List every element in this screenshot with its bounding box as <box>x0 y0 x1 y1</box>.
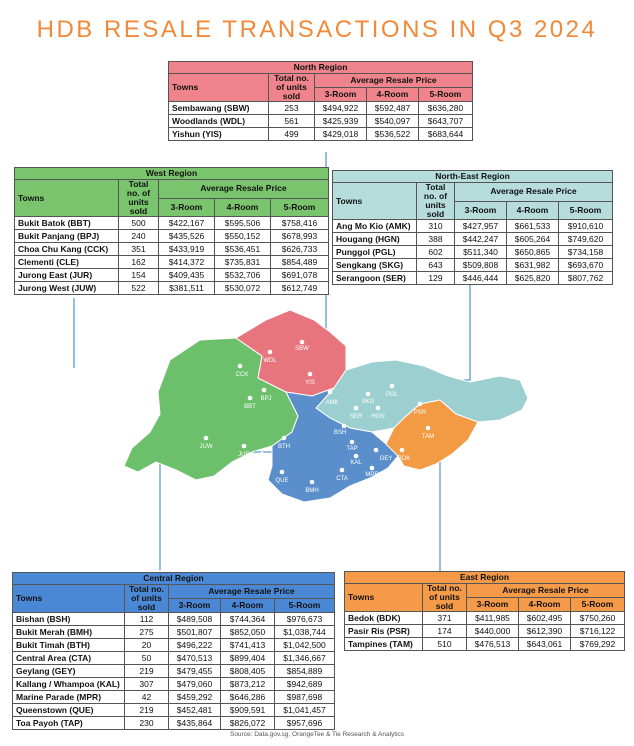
town-marker <box>390 384 395 389</box>
town-name: Hougang (HGN) <box>333 233 417 246</box>
price-4-room: $631,982 <box>507 259 559 272</box>
central-region-table <box>12 572 335 730</box>
town-label-wdl: WDL <box>263 358 277 364</box>
town-marker <box>268 350 273 355</box>
price-4-room: $909,591 <box>221 704 275 717</box>
table-row <box>13 652 335 665</box>
town-label-gey: GEY <box>379 456 393 462</box>
price-3-room: $496,222 <box>169 639 221 652</box>
price-3-room: $442,247 <box>455 233 507 246</box>
town-name: Serangoon (SER) <box>333 272 417 285</box>
price-4-room: $826,072 <box>221 717 275 730</box>
table-row <box>15 230 329 243</box>
price-5-room: $807,762 <box>559 272 613 285</box>
price-3-room: $409,435 <box>159 269 215 282</box>
units-sold: 174 <box>423 625 467 638</box>
town-name: Kallang / Whampoa (KAL) <box>13 678 125 691</box>
towns-header: Towns <box>333 183 417 220</box>
table-row <box>15 256 329 269</box>
room-header-r3: 3-Room <box>467 598 519 612</box>
town-name: Marine Parade (MPR) <box>13 691 125 704</box>
units-header: Total no. of units sold <box>269 74 315 102</box>
price-3-room: $433,919 <box>159 243 215 256</box>
room-header-r3: 3-Room <box>169 599 221 613</box>
town-label-juw: JUW <box>199 444 213 450</box>
northeast-region-table <box>332 170 613 285</box>
town-marker <box>248 396 253 401</box>
table-row <box>169 128 473 141</box>
town-name: Clementi (CLE) <box>15 256 119 269</box>
town-marker <box>280 470 285 475</box>
price-3-room: $425,939 <box>315 115 367 128</box>
price-5-room: $612,749 <box>271 282 329 295</box>
price-4-room: $612,390 <box>519 625 571 638</box>
region-name: West Region <box>15 168 329 180</box>
units-sold: 275 <box>125 626 169 639</box>
town-name: Punggol (PGL) <box>333 246 417 259</box>
price-5-room: $854,889 <box>275 665 335 678</box>
units-sold: 154 <box>119 269 159 282</box>
units-sold: 50 <box>125 652 169 665</box>
town-label-mpr: MPR <box>365 472 379 478</box>
town-name: Bukit Merah (BMH) <box>13 626 125 639</box>
town-marker <box>340 468 345 473</box>
price-3-room: $470,513 <box>169 652 221 665</box>
town-name: Jurong West (JUW) <box>15 282 119 295</box>
town-name: Bukit Batok (BBT) <box>15 217 119 230</box>
town-label-skg: SKG <box>361 399 375 405</box>
price-header: Average Resale Price <box>467 584 625 598</box>
price-5-room: $734,158 <box>559 246 613 259</box>
town-label-jur: JUR <box>238 452 250 458</box>
price-3-room: $459,292 <box>169 691 221 704</box>
town-marker <box>204 436 209 441</box>
price-3-room: $381,511 <box>159 282 215 295</box>
town-label-ser: SER <box>349 414 363 420</box>
price-4-room: $873,212 <box>221 678 275 691</box>
price-5-room: $683,644 <box>419 128 473 141</box>
town-name: Central Area (CTA) <box>13 652 125 665</box>
units-sold: 129 <box>417 272 455 285</box>
north-region-table <box>168 61 473 141</box>
source-note: Source: Data.gov.sg, OrangeTee & Tie Research & Analytics <box>229 731 405 738</box>
town-label-bmh: BMH <box>305 488 319 494</box>
region-name: East Region <box>345 572 625 584</box>
price-5-room: $957,696 <box>275 717 335 730</box>
towns-header: Towns <box>15 180 119 217</box>
units-sold: 162 <box>119 256 159 269</box>
towns-header: Towns <box>169 74 269 102</box>
price-3-room: $479,455 <box>169 665 221 678</box>
town-marker <box>350 440 355 445</box>
price-4-room: $852,050 <box>221 626 275 639</box>
town-marker <box>400 448 405 453</box>
room-header-r5: 5-Room <box>571 598 625 612</box>
price-4-room: $532,706 <box>215 269 271 282</box>
units-sold: 500 <box>119 217 159 230</box>
price-3-room: $501,807 <box>169 626 221 639</box>
town-name: Woodlands (WDL) <box>169 115 269 128</box>
town-marker <box>354 454 359 459</box>
room-header-r5: 5-Room <box>419 88 473 102</box>
price-4-room: $595,506 <box>215 217 271 230</box>
price-5-room: $1,042,500 <box>275 639 335 652</box>
table-row <box>13 613 335 626</box>
price-4-room: $735,831 <box>215 256 271 269</box>
town-name: Yishun (YIS) <box>169 128 269 141</box>
price-5-room: $769,292 <box>571 638 625 651</box>
units-sold: 230 <box>125 717 169 730</box>
town-marker <box>308 372 313 377</box>
price-4-room: $643,061 <box>519 638 571 651</box>
town-name: Geylang (GEY) <box>13 665 125 678</box>
units-sold: 219 <box>125 665 169 678</box>
table-row <box>13 704 335 717</box>
table-row <box>13 717 335 730</box>
town-label-hgn: HGN <box>371 414 385 420</box>
price-5-room: $1,041,457 <box>275 704 335 717</box>
units-sold: 561 <box>269 115 315 128</box>
town-label-bbt: BBT <box>244 404 256 410</box>
room-header-r4: 4-Room <box>221 599 275 613</box>
town-name: Queenstown (QUE) <box>13 704 125 717</box>
units-sold: 240 <box>119 230 159 243</box>
units-sold: 307 <box>125 678 169 691</box>
table-row <box>345 612 625 625</box>
table-row <box>333 272 613 285</box>
town-name: Bukit Timah (BTH) <box>13 639 125 652</box>
town-marker <box>262 388 267 393</box>
price-3-room: $435,864 <box>169 717 221 730</box>
units-sold: 388 <box>417 233 455 246</box>
town-name: Toa Payoh (TAP) <box>13 717 125 730</box>
price-3-room: $440,000 <box>467 625 519 638</box>
room-header-r3: 3-Room <box>159 198 215 217</box>
table-row <box>15 217 329 230</box>
town-name: Choa Chu Kang (CCK) <box>15 243 119 256</box>
price-4-room: $661,533 <box>507 220 559 233</box>
town-marker <box>426 426 431 431</box>
town-label-bth: BTH <box>278 444 290 450</box>
price-3-room: $479,060 <box>169 678 221 691</box>
room-header-r3: 3-Room <box>455 201 507 220</box>
price-5-room: $691,078 <box>271 269 329 282</box>
town-marker <box>310 480 315 485</box>
table-row <box>333 220 613 233</box>
town-label-tap: TAP <box>346 446 358 452</box>
table-row <box>13 678 335 691</box>
table-row <box>345 638 625 651</box>
room-header-r4: 4-Room <box>507 201 559 220</box>
town-name: Tampines (TAM) <box>345 638 423 651</box>
town-label-bdk: BDK <box>397 456 411 462</box>
town-marker <box>354 406 359 411</box>
west-region-table <box>14 167 329 295</box>
price-4-room: $592,487 <box>367 102 419 115</box>
table-row <box>13 626 335 639</box>
price-3-room: $452,481 <box>169 704 221 717</box>
price-3-room: $411,985 <box>467 612 519 625</box>
town-name: Pasir Ris (PSR) <box>345 625 423 638</box>
region-name: North Region <box>169 62 473 74</box>
town-marker <box>300 340 305 345</box>
town-name: Bishan (BSH) <box>13 613 125 626</box>
price-5-room: $1,038,744 <box>275 626 335 639</box>
units-header: Total no. of units sold <box>125 585 169 613</box>
price-5-room: $678,993 <box>271 230 329 243</box>
price-5-room: $942,689 <box>275 678 335 691</box>
town-name: Sengkang (SKG) <box>333 259 417 272</box>
town-marker <box>370 466 375 471</box>
table-row <box>333 259 613 272</box>
units-sold: 510 <box>423 638 467 651</box>
room-header-r5: 5-Room <box>275 599 335 613</box>
room-header-r4: 4-Room <box>215 198 271 217</box>
price-3-room: $476,513 <box>467 638 519 651</box>
price-3-room: $422,167 <box>159 217 215 230</box>
town-label-amk: AMK <box>325 400 339 406</box>
table-row <box>13 691 335 704</box>
units-sold: 371 <box>423 612 467 625</box>
town-name: Bukit Panjang (BPJ) <box>15 230 119 243</box>
east-region-table <box>344 571 625 651</box>
price-5-room: $693,670 <box>559 259 613 272</box>
price-header: Average Resale Price <box>315 74 473 88</box>
price-4-room: $899,404 <box>221 652 275 665</box>
town-marker <box>328 390 333 395</box>
town-label-tam: TAM <box>421 434 435 440</box>
town-label-cle: CLE <box>256 460 268 466</box>
price-3-room: $429,018 <box>315 128 367 141</box>
table-row <box>333 246 613 259</box>
price-3-room: $414,372 <box>159 256 215 269</box>
room-header-r5: 5-Room <box>559 201 613 220</box>
town-label-kal: KAL <box>350 460 362 466</box>
units-sold: 253 <box>269 102 315 115</box>
room-header-r5: 5-Room <box>271 198 329 217</box>
price-4-room: $550,152 <box>215 230 271 243</box>
price-5-room: $854,489 <box>271 256 329 269</box>
units-sold: 112 <box>125 613 169 626</box>
price-3-room: $489,508 <box>169 613 221 626</box>
units-sold: 351 <box>119 243 159 256</box>
price-5-room: $976,673 <box>275 613 335 626</box>
price-4-room: $741,413 <box>221 639 275 652</box>
price-5-room: $910,610 <box>559 220 613 233</box>
region-name: Central Region <box>13 573 335 585</box>
price-5-room: $987,698 <box>275 691 335 704</box>
price-header: Average Resale Price <box>159 180 329 199</box>
units-header: Total no. of units sold <box>423 584 467 612</box>
table-row <box>15 243 329 256</box>
price-5-room: $749,620 <box>559 233 613 246</box>
price-3-room: $494,922 <box>315 102 367 115</box>
price-4-room: $540,097 <box>367 115 419 128</box>
price-header: Average Resale Price <box>455 183 613 202</box>
units-sold: 522 <box>119 282 159 295</box>
town-marker <box>376 406 381 411</box>
units-sold: 499 <box>269 128 315 141</box>
price-4-room: $605,264 <box>507 233 559 246</box>
price-4-room: $625,820 <box>507 272 559 285</box>
units-sold: 310 <box>417 220 455 233</box>
price-3-room: $427,957 <box>455 220 507 233</box>
price-4-room: $808,405 <box>221 665 275 678</box>
town-marker <box>282 436 287 441</box>
town-label-cta: CTA <box>336 476 348 482</box>
town-label-cck: CCK <box>235 372 249 378</box>
units-header: Total no. of units sold <box>417 183 455 220</box>
town-marker <box>374 448 379 453</box>
town-marker <box>238 364 243 369</box>
price-4-room: $650,865 <box>507 246 559 259</box>
price-4-room: $530,072 <box>215 282 271 295</box>
town-name: Ang Mo Kio (AMK) <box>333 220 417 233</box>
town-name: Bedok (BDK) <box>345 612 423 625</box>
town-label-yis: YIS <box>305 380 315 386</box>
region-name: North-East Region <box>333 171 613 183</box>
room-header-r3: 3-Room <box>315 88 367 102</box>
price-4-room: $536,522 <box>367 128 419 141</box>
price-4-room: $536,451 <box>215 243 271 256</box>
table-row <box>333 233 613 246</box>
units-sold: 20 <box>125 639 169 652</box>
town-name: Jurong East (JUR) <box>15 269 119 282</box>
town-marker <box>242 444 247 449</box>
price-5-room: $643,707 <box>419 115 473 128</box>
units-header: Total no. of units sold <box>119 180 159 217</box>
town-marker <box>418 402 423 407</box>
price-header: Average Resale Price <box>169 585 335 599</box>
price-3-room: $509,808 <box>455 259 507 272</box>
price-5-room: $716,122 <box>571 625 625 638</box>
price-3-room: $511,340 <box>455 246 507 259</box>
price-4-room: $744,364 <box>221 613 275 626</box>
towns-header: Towns <box>345 584 423 612</box>
price-3-room: $435,526 <box>159 230 215 243</box>
units-sold: 602 <box>417 246 455 259</box>
units-sold: 643 <box>417 259 455 272</box>
town-marker <box>342 424 347 429</box>
table-row <box>15 282 329 295</box>
town-label-pgl: PGL <box>385 392 399 398</box>
price-5-room: $750,260 <box>571 612 625 625</box>
table-row <box>169 102 473 115</box>
table-row <box>13 665 335 678</box>
table-row <box>169 115 473 128</box>
price-5-room: $1,346,667 <box>275 652 335 665</box>
price-3-room: $446,444 <box>455 272 507 285</box>
town-label-sbw: SBW <box>295 346 309 352</box>
price-5-room: $758,416 <box>271 217 329 230</box>
price-5-room: $626,733 <box>271 243 329 256</box>
town-label-psr: PSR <box>413 410 427 416</box>
town-marker <box>260 452 265 457</box>
page-title: HDB RESALE TRANSACTIONS IN Q3 2024 <box>36 16 598 43</box>
towns-header: Towns <box>13 585 125 613</box>
price-4-room: $646,286 <box>221 691 275 704</box>
room-header-r4: 4-Room <box>519 598 571 612</box>
table-row <box>345 625 625 638</box>
table-row <box>13 639 335 652</box>
price-5-room: $636,280 <box>419 102 473 115</box>
room-header-r4: 4-Room <box>367 88 419 102</box>
town-name: Sembawang (SBW) <box>169 102 269 115</box>
town-label-bpj: BPJ <box>260 396 272 402</box>
table-row <box>15 269 329 282</box>
units-sold: 42 <box>125 691 169 704</box>
town-marker <box>366 392 371 397</box>
town-label-bsh: BSH <box>333 430 347 436</box>
price-4-room: $602,495 <box>519 612 571 625</box>
units-sold: 219 <box>125 704 169 717</box>
town-label-que: QUE <box>275 478 289 484</box>
